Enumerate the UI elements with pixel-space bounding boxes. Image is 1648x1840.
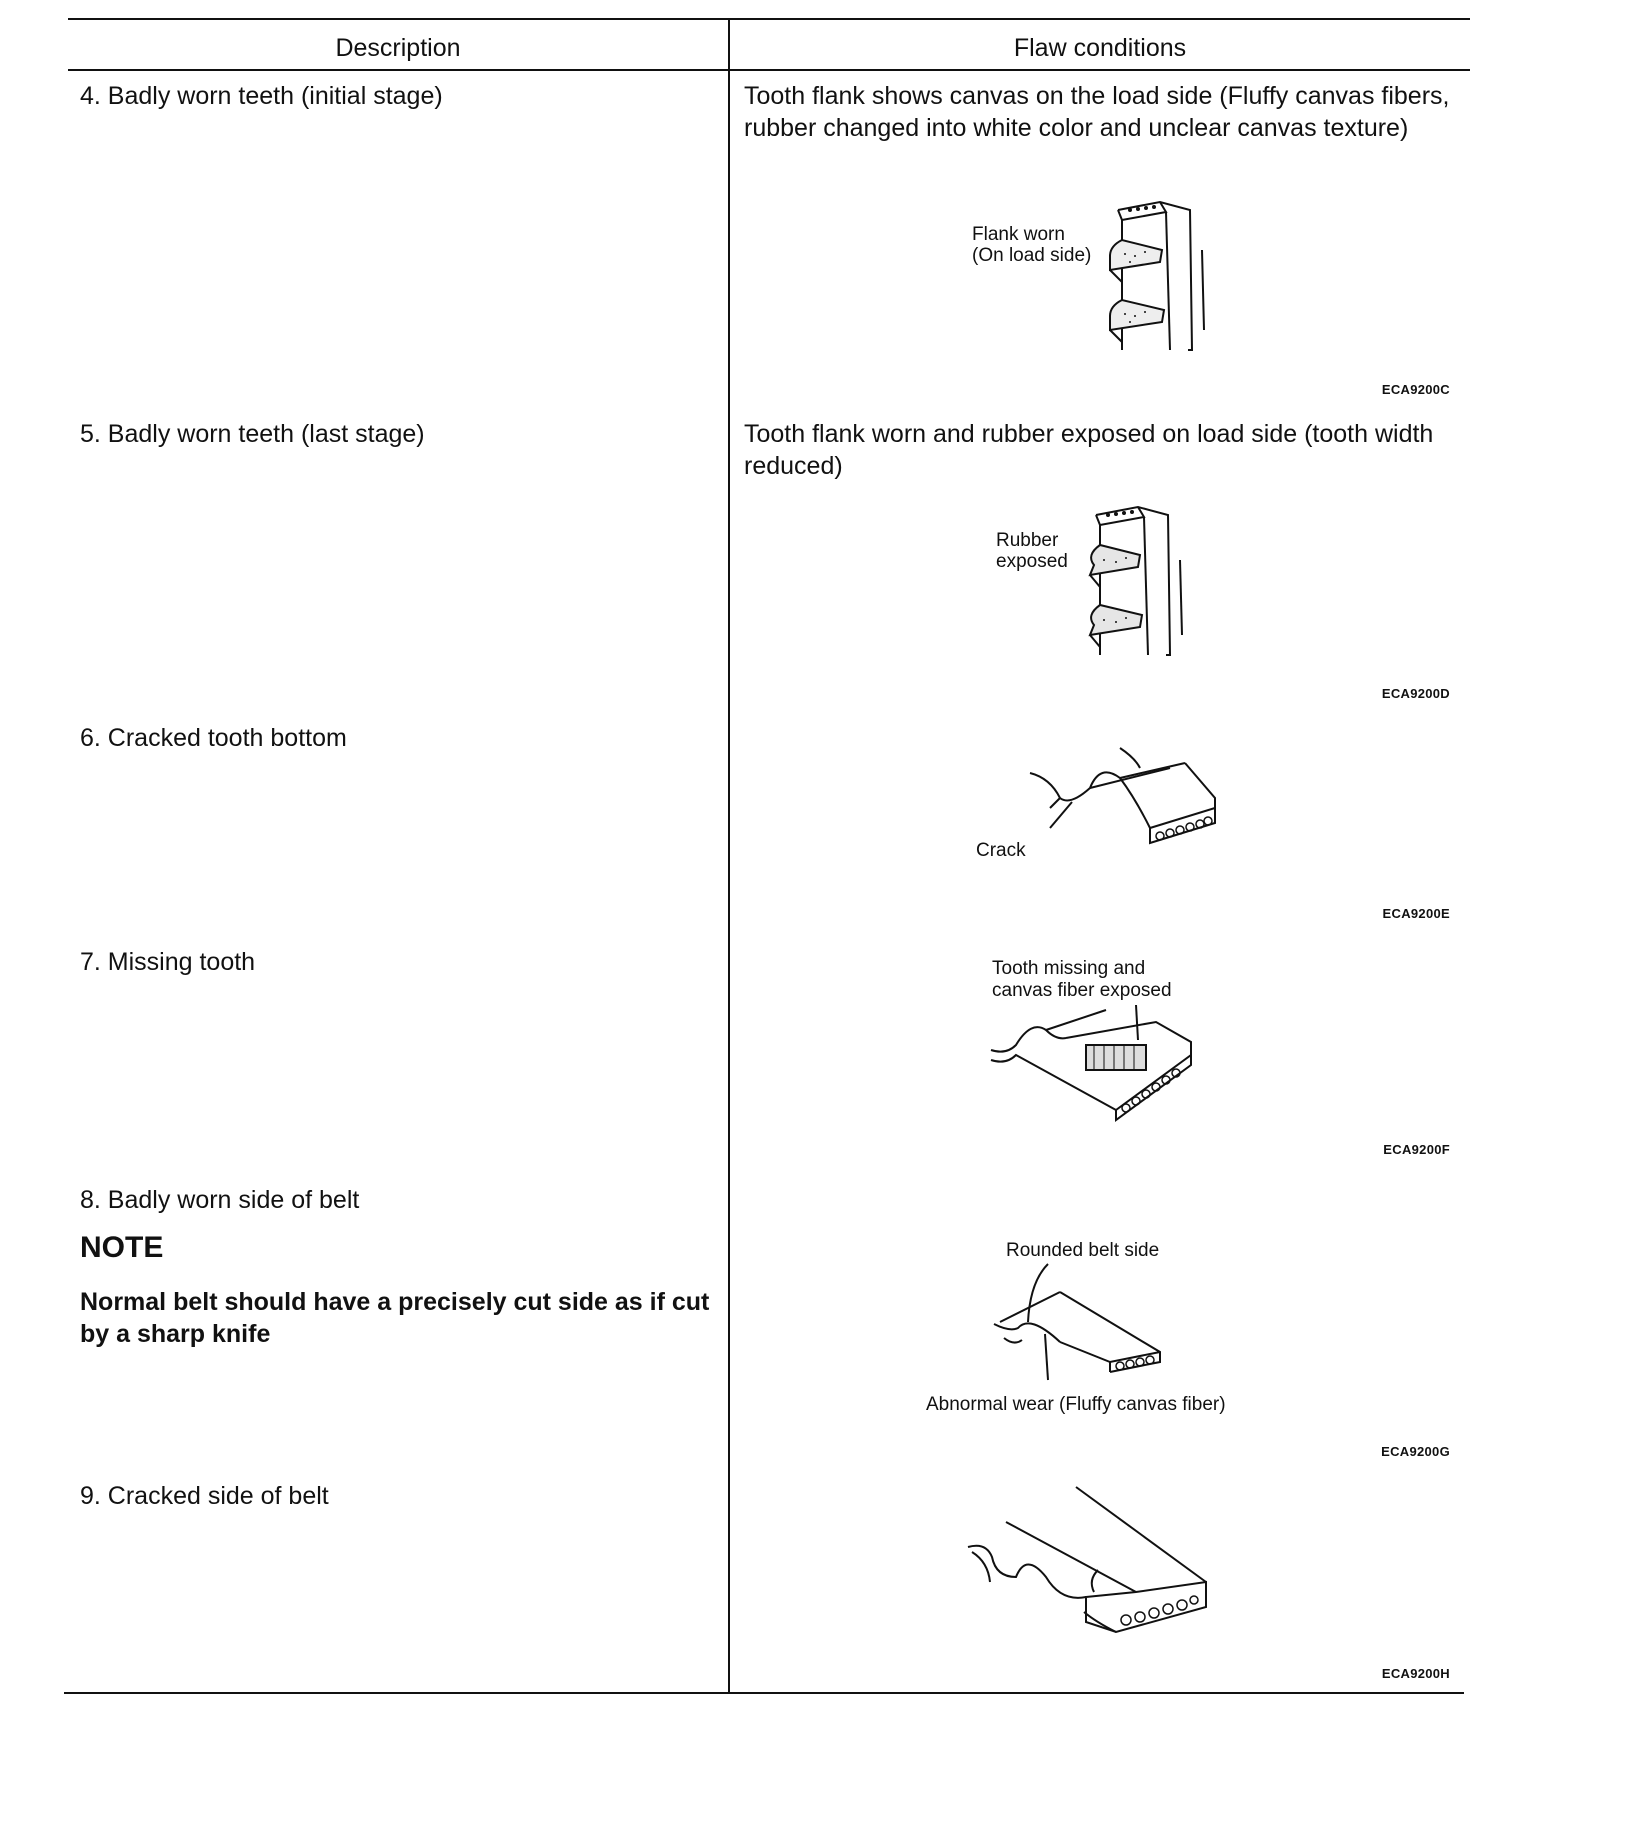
belt-flank-worn-figure <box>1100 200 1240 360</box>
figure-code-g: ECA9200G <box>1381 1444 1450 1459</box>
label-abnormal-wear: Abnormal wear (Fluffy canvas fiber) <box>926 1394 1226 1415</box>
note-heading: NOTE <box>80 1231 164 1264</box>
table-top-rule <box>68 18 1470 20</box>
row-8-description: 8. Badly worn side of belt <box>80 1186 360 1214</box>
figure-code-d: ECA9200D <box>1381 686 1450 701</box>
figure-code-c: ECA9200C <box>1381 382 1450 397</box>
row-5-condition: Tooth flank worn and rubber exposed on load side (tooth width reduced) <box>744 420 1434 480</box>
column-divider <box>728 18 730 1694</box>
row-7-description: 7. Missing tooth <box>80 948 256 976</box>
belt-worn-side-figure <box>990 1262 1170 1382</box>
label-exposed: exposed <box>996 551 1068 572</box>
row-5-description: 5. Badly worn teeth (last stage) <box>80 420 425 448</box>
row-4-condition: Tooth flank shows canvas on the load side (Fluffy canvas fibers, rubber changed into white color and unclear canvas texture) <box>744 82 1450 142</box>
label-rubber: Rubber <box>996 530 1059 551</box>
row-6-description: 6. Cracked tooth bottom <box>80 724 347 752</box>
header-flaw-conditions: Flaw conditions <box>1013 34 1187 62</box>
note-title <box>80 1232 720 1264</box>
table-bottom-rule <box>64 1692 1464 1694</box>
label-canvas-fiber-exposed: canvas fiber exposed <box>992 980 1172 1001</box>
label-flank-worn: Flank worn <box>972 224 1065 245</box>
figure-code-e: ECA9200E <box>1382 906 1450 921</box>
label-on-load-side: (On load side) <box>972 245 1092 266</box>
belt-missing-tooth-figure <box>986 1000 1196 1120</box>
header-description: Description <box>335 34 461 62</box>
header-bottom-rule <box>68 69 1470 71</box>
row-4-description: 4. Badly worn teeth (initial stage) <box>80 82 443 110</box>
label-rounded-belt-side: Rounded belt side <box>1006 1240 1160 1261</box>
figure-code-h: ECA9200H <box>1381 1666 1450 1681</box>
belt-cracked-tooth-bottom-figure <box>1020 728 1220 868</box>
figure-code-f: ECA9200F <box>1383 1142 1450 1157</box>
row-9-description: 9. Cracked side of belt <box>80 1482 329 1510</box>
note-text: Normal belt should have a precisely cut side as if cut by a sharp knife <box>80 1288 710 1348</box>
label-crack: Crack <box>976 840 1026 861</box>
label-tooth-missing: Tooth missing and <box>992 958 1146 979</box>
belt-cracked-side-figure <box>966 1482 1216 1642</box>
belt-rubber-exposed-figure <box>1078 505 1218 665</box>
